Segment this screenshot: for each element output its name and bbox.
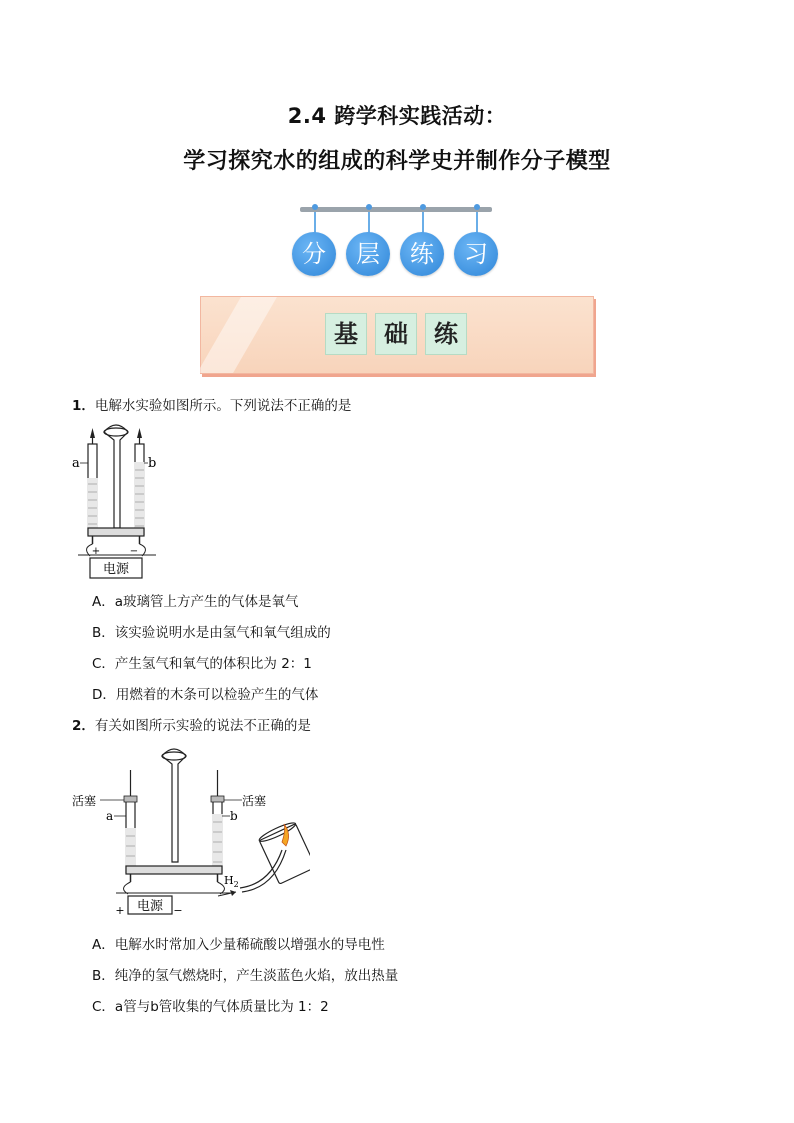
question-number: 2． xyxy=(72,718,95,734)
banner-peg xyxy=(312,204,318,210)
power-label: 电源 xyxy=(136,899,164,914)
decor-stripe xyxy=(197,297,277,373)
q1-option-a: A．a玻璃管上方产生的气体是氧气 xyxy=(92,594,299,610)
electrolysis-apparatus-figure-2 xyxy=(70,742,310,920)
question-1 xyxy=(72,394,351,414)
section-header-basic xyxy=(200,296,594,374)
banner-char: 习 xyxy=(454,232,498,276)
title-line-1: 2.4 跨学科实践活动： xyxy=(287,104,507,128)
question-stem: 有关如图所示实验的说法不正确的是 xyxy=(94,718,311,734)
q1-option-b: B．该实验说明水是由氢气和氧气组成的 xyxy=(92,625,331,641)
plus-sign: + xyxy=(91,546,101,557)
q2-option-a: A．电解水时常加入少量稀硫酸以增强水的导电性 xyxy=(92,937,385,953)
electrolysis-apparatus-figure-1 xyxy=(68,418,168,580)
tube-label-b: b xyxy=(148,456,157,471)
banner-bar xyxy=(300,207,492,212)
q2-option-c: C．a管与b管收集的气体质量比为 1：2 xyxy=(92,999,329,1015)
tube-label-b: b xyxy=(230,809,238,823)
gas-label: $H_2$ xyxy=(224,874,239,889)
question-2 xyxy=(72,714,311,734)
banner-peg xyxy=(474,204,480,210)
plus-sign: + xyxy=(115,904,125,917)
banner-string xyxy=(314,212,316,234)
tube-label-a: a xyxy=(72,456,80,471)
tube-label-a: a xyxy=(106,809,114,823)
section-char: 基 xyxy=(325,313,367,355)
minus-sign: − xyxy=(129,546,139,557)
banner-string xyxy=(476,212,478,234)
q1-option-c: C．产生氢气和氧气的体积比为 2：1 xyxy=(92,656,312,672)
question-number: 1． xyxy=(72,398,95,414)
section-char: 练 xyxy=(425,313,467,355)
banner-peg xyxy=(366,204,372,210)
stopcock-label-right: 活塞 xyxy=(242,794,267,808)
stopcock-label-left: 活塞 xyxy=(72,794,97,808)
title-line-2: 学习探究水的组成的科学史并制作分子模型 xyxy=(183,149,611,174)
power-label: 电源 xyxy=(102,562,130,577)
banner-char: 分 xyxy=(292,232,336,276)
layered-practice-banner xyxy=(288,204,504,284)
banner-char: 练 xyxy=(400,232,444,276)
question-stem: 电解水实验如图所示。下列说法不正确的是 xyxy=(94,398,352,414)
banner-char: 层 xyxy=(346,232,390,276)
q1-option-d: D．用燃着的木条可以检验产生的气体 xyxy=(92,687,319,703)
banner-string xyxy=(422,212,424,234)
q2-option-b: B．纯净的氢气燃烧时，产生淡蓝色火焰，放出热量 xyxy=(92,968,399,984)
section-char: 础 xyxy=(375,313,417,355)
minus-sign: − xyxy=(173,904,183,917)
banner-peg xyxy=(420,204,426,210)
banner-string xyxy=(368,212,370,234)
